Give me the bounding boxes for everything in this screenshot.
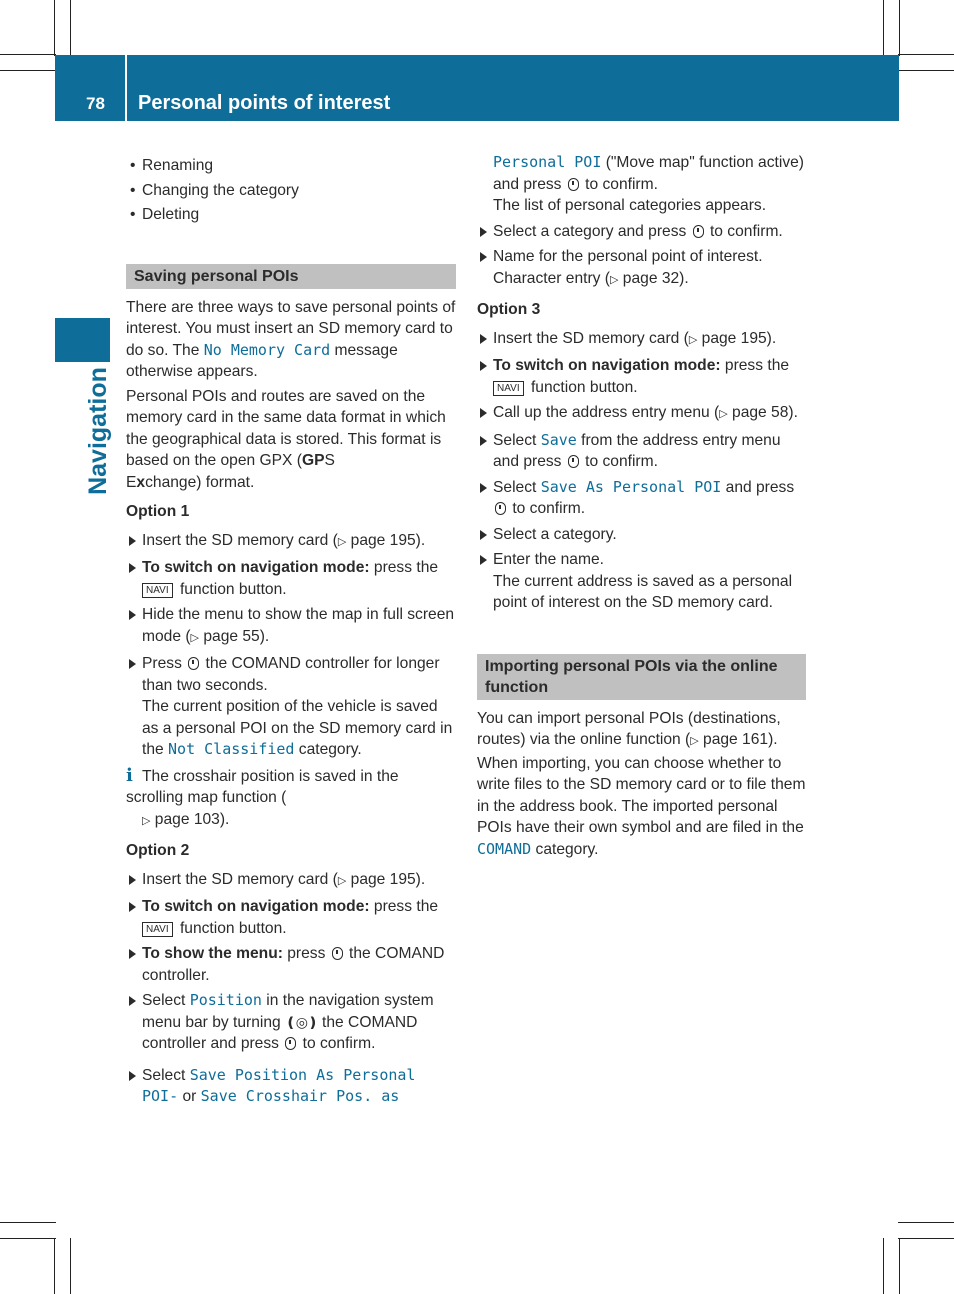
navi-button-icon: NAVI (493, 381, 524, 396)
crop-mark (883, 0, 884, 56)
page-ref-icon: ▷ (142, 814, 151, 827)
page-header (55, 55, 899, 121)
crop-mark (898, 1222, 954, 1223)
crop-mark (70, 1238, 71, 1294)
crop-mark (899, 0, 900, 56)
controller-press-icon (693, 225, 704, 238)
section-tab-label: Navigation (84, 367, 112, 495)
step: Call up the address entry menu (▷ page 58). (477, 402, 807, 426)
controller-press-icon (568, 178, 579, 191)
menu-option: Position (189, 991, 262, 1009)
page-ref-icon: ▷ (719, 408, 728, 420)
step: To switch on navigation mode: press the NAVI function button. (126, 896, 456, 939)
display-message: No Memory Card (203, 340, 331, 359)
menu-option: Save Crosshair Pos. as (200, 1087, 400, 1105)
crop-mark (883, 1238, 884, 1294)
crop-mark (898, 1238, 954, 1239)
option-heading: Option 3 (477, 301, 541, 318)
step: Press the COMAND controller for longer than two seconds. (126, 653, 456, 696)
section-heading: Saving personal POIs (126, 264, 456, 289)
step: To show the menu: press the COMAND controller. (126, 943, 456, 986)
step: Select Position in the navigation system menu bar by turning ❪◎❫ the COMAND controller and press to confirm. (126, 990, 456, 1055)
crop-mark (0, 54, 56, 55)
step: Insert the SD memory card (▷ page 195). (477, 328, 807, 352)
crop-mark (899, 1238, 900, 1294)
page-ref-icon: ▷ (337, 874, 347, 887)
crop-mark (0, 1238, 56, 1239)
list-item: • Changing the category (126, 180, 456, 202)
header-divider (125, 55, 127, 121)
page-ref-icon: ▷ (190, 631, 200, 644)
category-name: COMAND (477, 839, 532, 858)
info-note: i The crosshair position is saved in the scrolling map function ( ▷ page 103). (126, 764, 399, 828)
right-column (477, 152, 807, 860)
crop-mark (898, 54, 954, 55)
page-title: Personal points of interest (138, 92, 391, 114)
step: To switch on navigation mode: press the NAVI function button. (477, 355, 807, 398)
option-heading: Option 2 (126, 842, 190, 859)
menu-option: Personal POI (493, 153, 602, 171)
crop-mark (0, 1222, 56, 1223)
crop-mark (54, 0, 55, 56)
option-heading: Option 1 (126, 503, 190, 520)
menu-option: Save Position As Personal POI- (142, 1065, 416, 1105)
step: Insert the SD memory card (▷ page 195). (126, 530, 456, 554)
step: Select Save Position As Personal POI- or Save Crosshair Pos. as (126, 1065, 456, 1108)
controller-turn-icon: ❪◎❫ (285, 1013, 318, 1030)
page-ref-icon: ▷ (610, 273, 619, 286)
step: Select a category and press to confirm. (477, 221, 807, 243)
controller-press-icon (285, 1037, 296, 1050)
step-continued: Personal POI ("Move map" function active) and press to confirm. (493, 153, 804, 193)
step: Select Save from the address entry menu and press to confirm. (477, 430, 807, 473)
crop-mark (898, 70, 954, 71)
list-item: • Renaming (126, 155, 456, 177)
crop-mark (70, 0, 71, 56)
step: To switch on navigation mode: press the NAVI function button. (126, 557, 456, 600)
menu-option: Save As Personal POI (540, 477, 722, 496)
paragraph: You can import personal POIs (destinations, routes) via the online function (▷ page 161). When importing, you can choose whether to write files to the SD memory card or to file them in the address book. The imported personal POIs have their own symbol and are filed in the COMAND category. (477, 709, 806, 858)
step: Hide the menu to show the map in full screen mode (▷ page 55). (126, 604, 456, 649)
paragraph: Personal POIs and routes are saved on the memory card in the same data format in which the geographical data is stored. This format is based on the open GPX (GPS Exchange) format. (126, 387, 446, 491)
step: Enter the name. (477, 549, 807, 571)
step: Select a category. (477, 524, 807, 546)
list-item: • Deleting (126, 204, 456, 226)
menu-option: Not Classified (168, 740, 295, 758)
controller-press-icon (568, 455, 579, 468)
controller-press-icon (332, 947, 343, 960)
page-ref-icon: ▷ (690, 735, 699, 747)
controller-press-icon (188, 657, 199, 670)
crop-mark (0, 70, 56, 71)
navi-button-icon: NAVI (142, 922, 173, 937)
page-number: 78 (86, 94, 105, 113)
step: Select Save As Personal POI and press to confirm. (477, 477, 807, 520)
navi-button-icon: NAVI (142, 583, 173, 598)
controller-press-icon (495, 502, 506, 515)
page-ref-icon: ▷ (337, 535, 347, 548)
section-heading: Importing personal POIs via the online function (477, 654, 806, 700)
info-icon: i (126, 764, 133, 786)
section-tab (55, 318, 110, 362)
menu-option: Save (540, 430, 577, 449)
paragraph: There are three ways to save personal points of interest. You must insert an SD memory card to do so. The No Memory Card message otherwise appears. (126, 298, 456, 380)
step-result: The current address is saved as a personal point of interest on the SD memory card. (493, 572, 793, 611)
page-ref-icon: ▷ (688, 333, 698, 346)
step: Name for the personal point of interest. Character entry (▷ page 32). (477, 246, 807, 291)
crop-mark (54, 1238, 55, 1294)
step-result: The current position of the vehicle is saved as a personal POI on the SD memory card in the Not Classified category. (142, 698, 453, 758)
step: Insert the SD memory card (▷ page 195). (126, 869, 456, 893)
left-column (126, 152, 456, 1112)
step-result: The list of personal categories appears. (493, 197, 767, 214)
